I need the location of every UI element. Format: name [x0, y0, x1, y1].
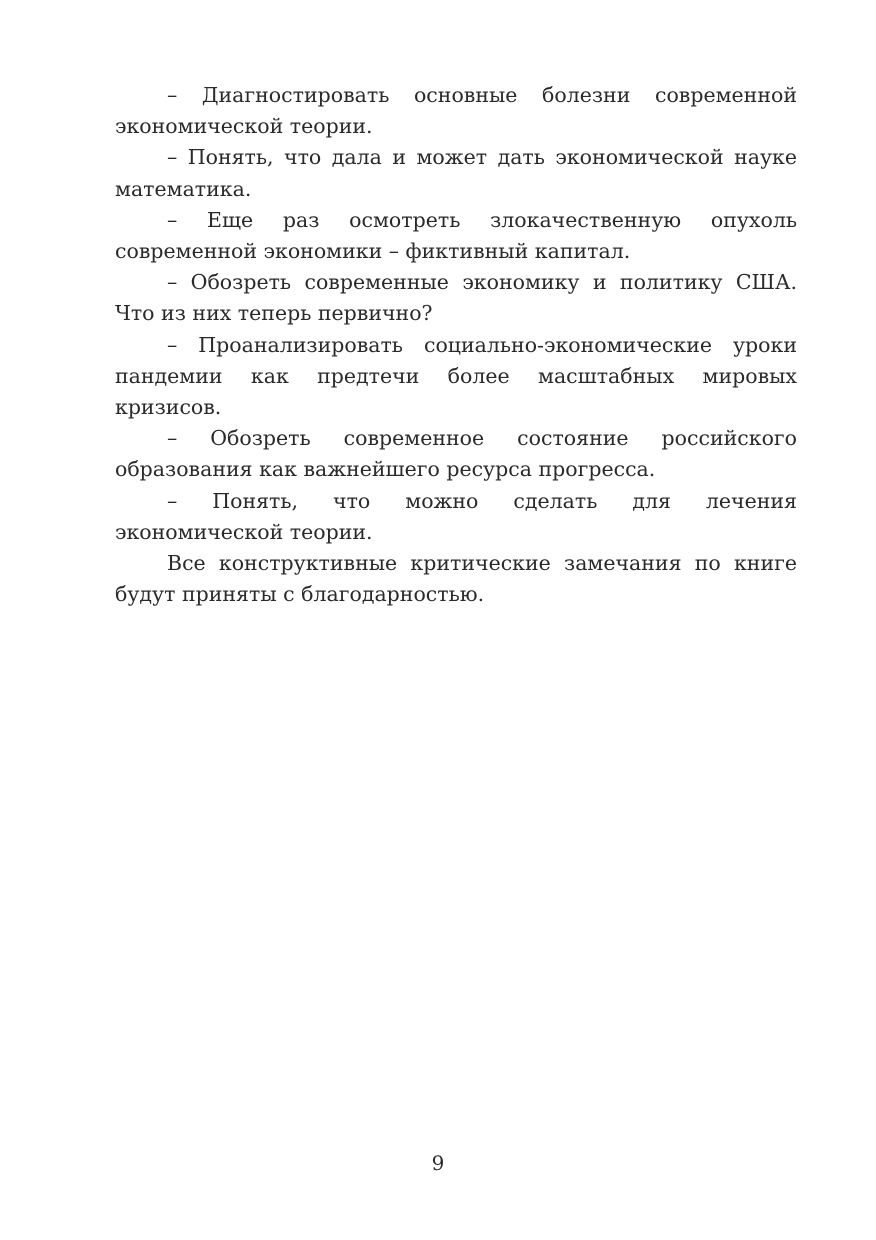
paragraph-treatment: – Понять, что можно сделать для лечения экономической теории. — [115, 488, 797, 544]
paragraph-feedback: Все конструктивные критические замечания по книге будут приняты с благодарностью. — [115, 551, 797, 607]
paragraph-diagnose: – Диагностировать основные болезни современной экономической теории. — [115, 83, 797, 139]
paragraph-education: – Обозреть современное состояние российского образования как важнейшего ресурса прогресса. — [115, 426, 797, 482]
body-text — [115, 80, 797, 610]
paragraph-usa: – Обозреть современные экономику и политику США. Что из них теперь первично? — [115, 270, 797, 326]
paragraph-mathematics: – Понять, что дала и может дать экономической науке математика. — [115, 145, 797, 201]
paragraph-pandemic: – Проанализировать социально-экономические уроки пандемии как предтечи более масштабных мировых кризисов. — [115, 332, 797, 420]
paragraph-fictitious-capital: – Еще раз осмотреть злокачественную опухоль современной экономики – фиктивный капитал. — [115, 207, 797, 264]
page-number: 9 — [431, 1151, 445, 1175]
